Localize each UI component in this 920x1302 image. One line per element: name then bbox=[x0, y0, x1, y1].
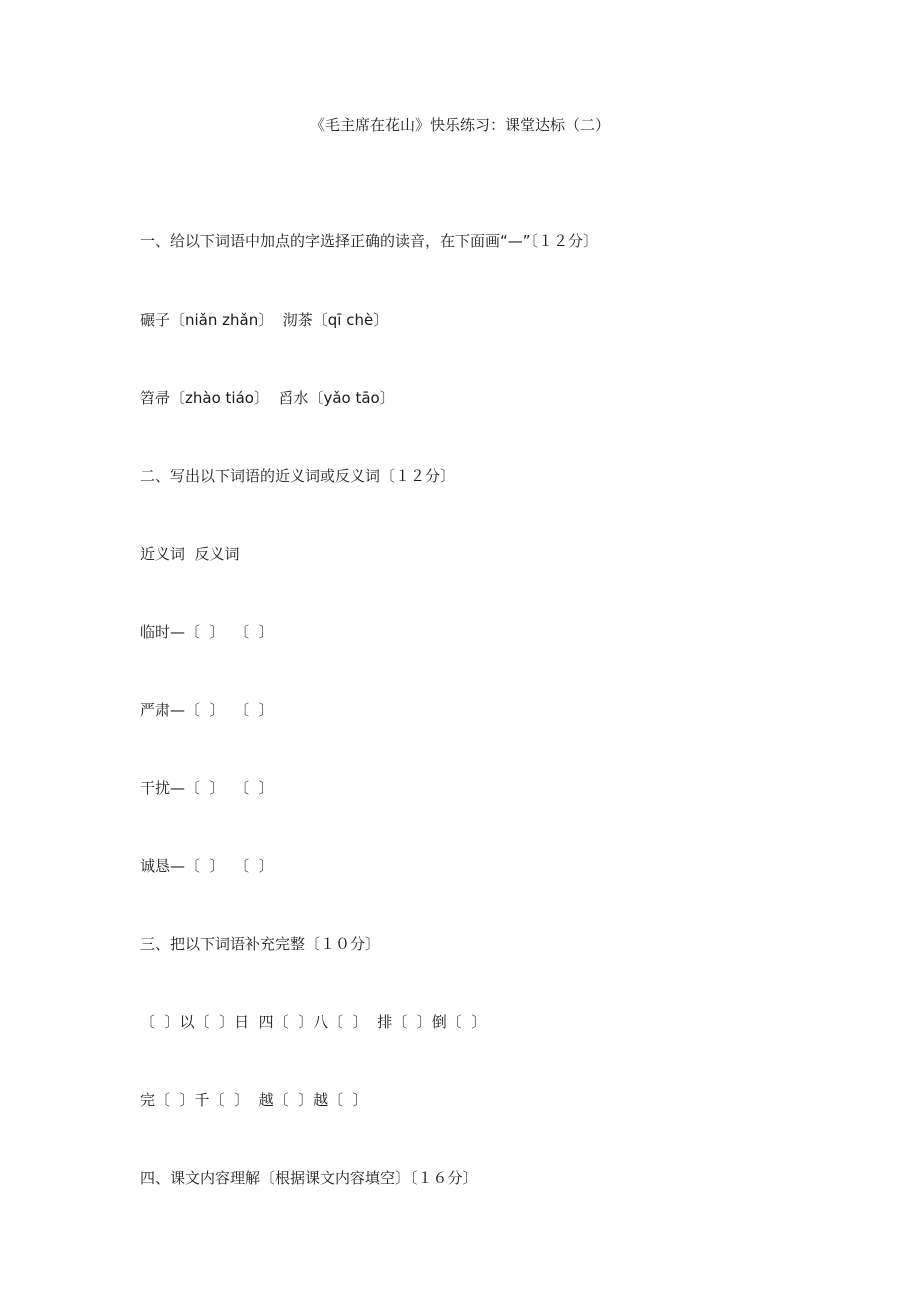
word-line-4: 诚恳—〔 〕 〔 〕 bbox=[140, 857, 274, 875]
synonym-antonym-header: 近义词 反义词 bbox=[140, 545, 240, 563]
section-4-heading: 四、课文内容理解〔根据课文内容填空〕〔１６分〕 bbox=[140, 1169, 478, 1187]
section-1-heading: 一、给以下词语中加点的字选择正确的读音，在下面画“—”〔１２分〕 bbox=[140, 232, 599, 250]
pinyin-line-2: 笤帚〔zhào tiáo〕 舀水〔yǎo tāo〕 bbox=[140, 389, 395, 407]
section-3-heading: 三、把以下词语补充完整〔１０分〕 bbox=[140, 935, 381, 953]
section-2-heading: 二、写出以下词语的近义词或反义词〔１２分〕 bbox=[140, 467, 456, 485]
idiom-line-2: 完〔 〕千〔 〕 越〔 〕越〔 〕 bbox=[140, 1091, 368, 1109]
page-title: 《毛主席在花山》快乐练习：课堂达标（二） bbox=[309, 116, 610, 134]
pinyin-line-1: 碾子〔niǎn zhǎn〕 沏茶〔qī chè〕 bbox=[140, 311, 389, 329]
word-line-1: 临时—〔 〕 〔 〕 bbox=[140, 623, 274, 641]
word-line-3: 干扰—〔 〕 〔 〕 bbox=[140, 779, 274, 797]
word-line-2: 严肃—〔 〕 〔 〕 bbox=[140, 701, 274, 719]
idiom-line-1: 〔 〕以〔 〕日 四〔 〕八〔 〕 排〔 〕倒〔 〕 bbox=[140, 1013, 487, 1031]
